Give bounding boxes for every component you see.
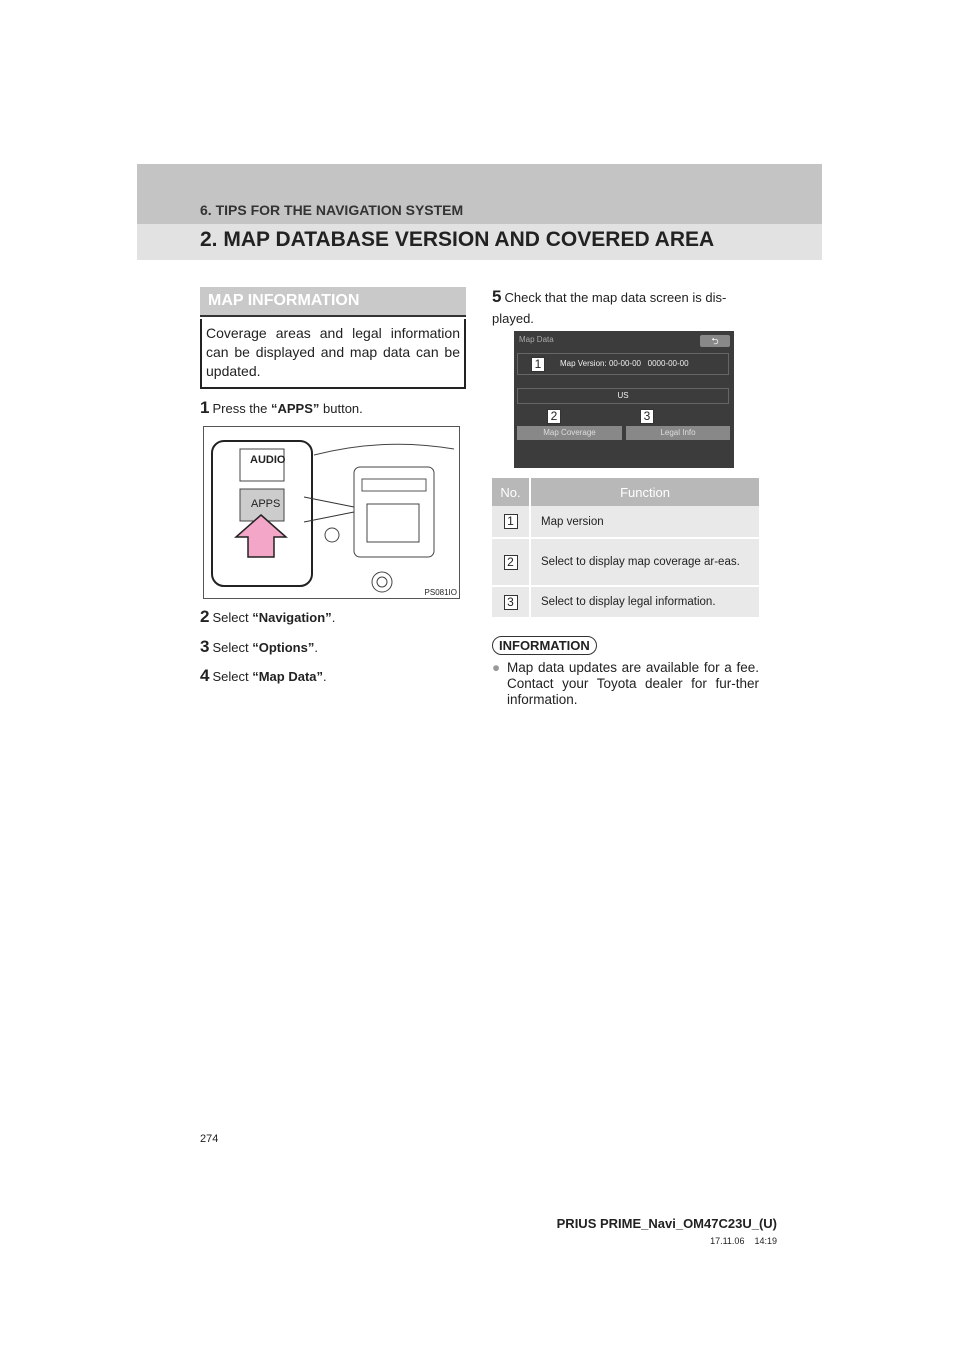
section-intro: Coverage areas and legal information can be displayed and map data can be updated. — [200, 319, 466, 389]
row-text: Map version — [530, 506, 759, 538]
step-4: 4 Select “Map Data”. — [200, 666, 327, 685]
row-number: 3 — [504, 595, 518, 610]
callout-2: 2 — [547, 409, 561, 424]
legal-info-button[interactable]: Legal Info — [626, 426, 730, 440]
callout-3: 3 — [640, 409, 654, 424]
map-version-row: Map Version: 00-00-00 0000-00-00 — [517, 353, 729, 375]
information-label: INFORMATION — [492, 636, 597, 655]
map-data-screen — [514, 331, 734, 468]
map-coverage-button[interactable]: Map Coverage — [517, 426, 622, 440]
page-number: 274 — [200, 1133, 219, 1145]
step-1: 1 Press the “APPS” button. — [200, 398, 363, 417]
callout-1: 1 — [531, 357, 545, 372]
row-number: 1 — [504, 514, 518, 529]
row-text: Select to display legal information. — [530, 586, 759, 618]
step-3: 3 Select “Options”. — [200, 637, 318, 656]
screen-title: Map Data — [519, 335, 554, 344]
information-bullet: ● Map data updates are available for a fee. Contact your Toyota dealer for fur-ther information. — [492, 660, 759, 707]
step-5: 5 Check that the map data screen is dis-played. — [492, 287, 727, 326]
table-row — [492, 506, 759, 538]
table-row — [492, 586, 759, 618]
col-function: Function — [530, 478, 759, 506]
region-row: US — [517, 388, 729, 404]
audio-button-label: AUDIO — [250, 454, 286, 466]
bullet-icon: ● — [492, 660, 501, 675]
table-row — [492, 538, 759, 586]
step-2: 2 Select “Navigation”. — [200, 607, 336, 626]
row-text: Select to display map coverage ar-eas. — [530, 538, 759, 586]
document-id: PRIUS PRIME_Navi_OM47C23U_(U) — [556, 1216, 777, 1231]
function-table — [492, 478, 759, 619]
apps-button-label: APPS — [251, 498, 281, 510]
section-heading: MAP INFORMATION — [200, 287, 466, 317]
timestamp: 17.11.06 14:19 — [710, 1236, 777, 1246]
row-number: 2 — [504, 555, 518, 570]
chapter-title: 6. TIPS FOR THE NAVIGATION SYSTEM — [200, 202, 464, 218]
figure-code: PS081IO — [424, 588, 457, 597]
dashboard-illustration — [203, 426, 460, 599]
col-no: No. — [492, 478, 530, 506]
back-button[interactable]: ⮌ — [700, 335, 730, 347]
page-title: 2. MAP DATABASE VERSION AND COVERED AREA — [200, 228, 715, 251]
